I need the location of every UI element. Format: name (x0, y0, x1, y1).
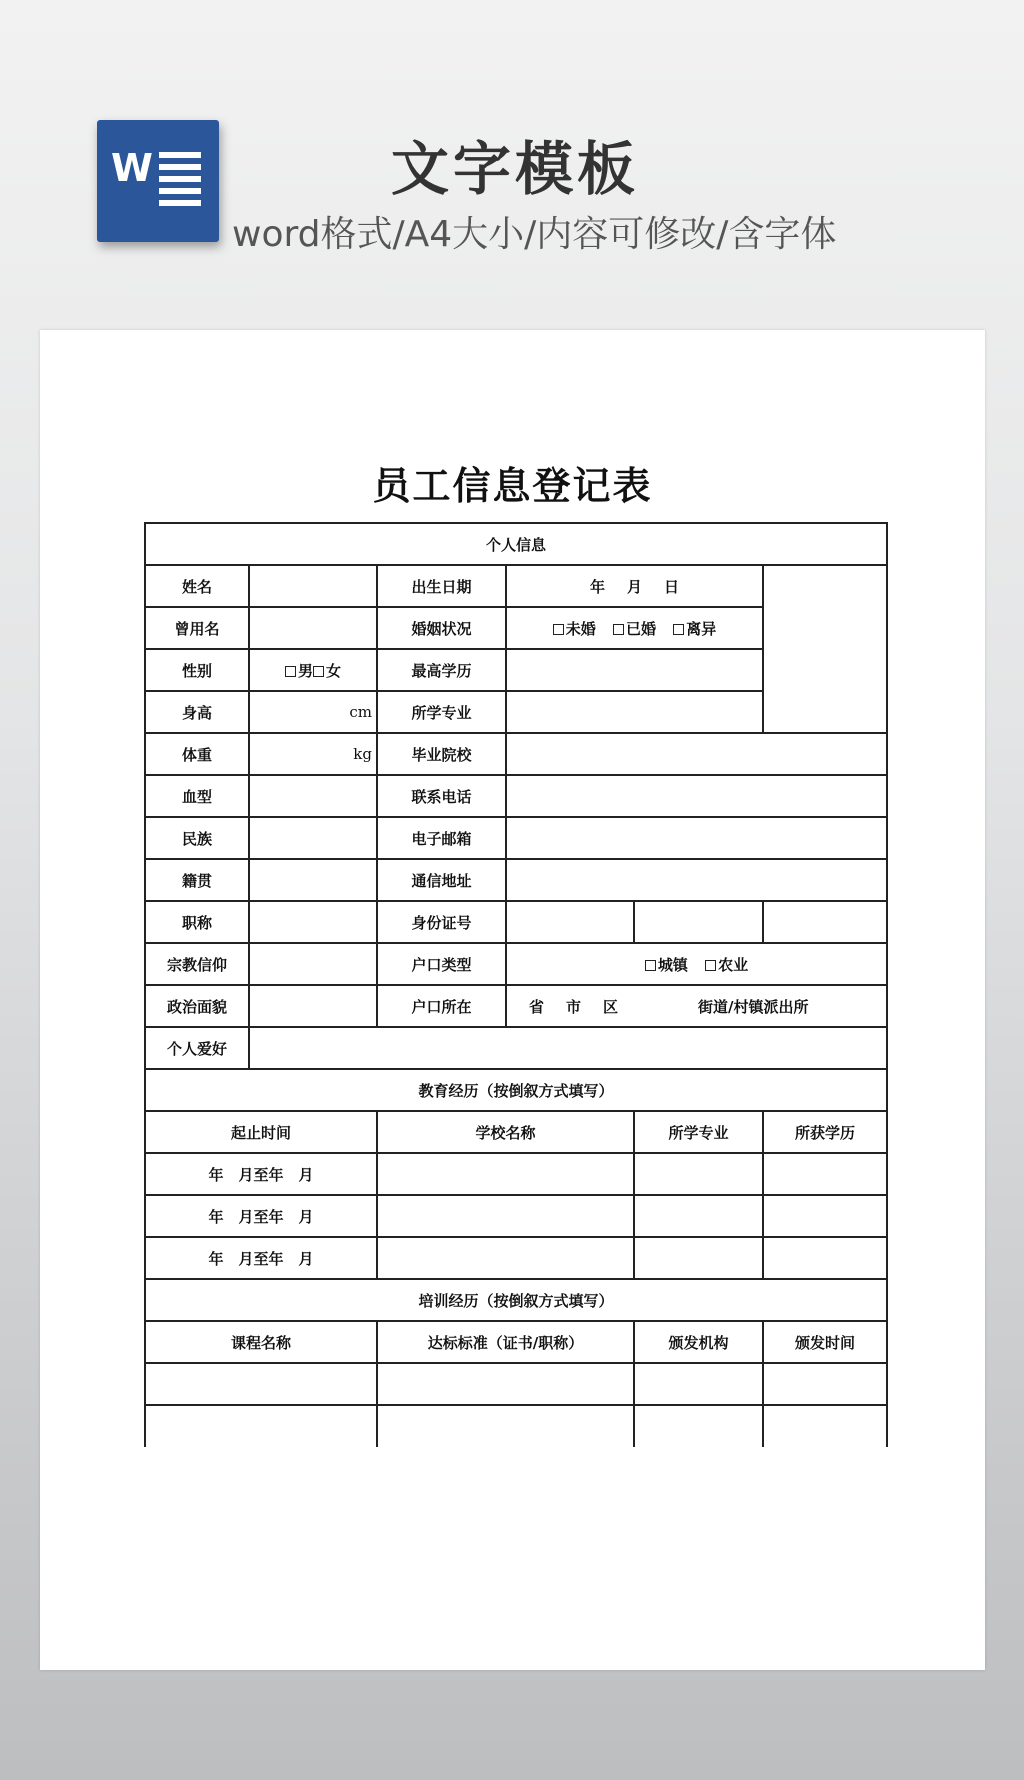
train-issuer[interactable] (634, 1363, 763, 1405)
label-native-place: 籍贯 (145, 859, 249, 901)
label-id-number: 身份证号 (377, 901, 506, 943)
label-weight: 体重 (145, 733, 249, 775)
edu-major[interactable] (634, 1237, 763, 1279)
edu-header-degree: 所获学历 (763, 1111, 887, 1153)
option-rural: 农业 (718, 955, 749, 974)
section-education: 教育经历（按倒叙方式填写） (145, 1069, 887, 1111)
label-height: 身高 (145, 691, 249, 733)
train-header-course: 课程名称 (145, 1321, 377, 1363)
option-unmarried: 未婚 (565, 619, 596, 638)
train-standard[interactable] (377, 1405, 634, 1447)
field-religion[interactable] (249, 943, 377, 985)
form-title: 员工信息登记表 (372, 463, 653, 508)
checkbox-male[interactable] (285, 666, 296, 677)
word-doc-icon (97, 120, 219, 242)
field-weight[interactable] (249, 733, 377, 775)
word-lines-icon (159, 152, 201, 208)
train-date[interactable] (763, 1363, 887, 1405)
field-id-number-2[interactable] (634, 901, 763, 943)
field-phone[interactable] (506, 775, 887, 817)
label-address: 通信地址 (377, 859, 506, 901)
field-former-name[interactable] (249, 607, 377, 649)
banner-subtitle: word格式/A4大小/内容可修改/含字体 (232, 214, 837, 255)
field-email[interactable] (506, 817, 887, 859)
train-date[interactable] (763, 1405, 887, 1447)
label-religion: 宗教信仰 (145, 943, 249, 985)
field-id-number-3[interactable] (763, 901, 887, 943)
edu-major[interactable] (634, 1153, 763, 1195)
document-page (40, 330, 985, 1670)
field-graduated-from[interactable] (506, 733, 887, 775)
label-major: 所学专业 (377, 691, 506, 733)
edu-school[interactable] (377, 1153, 634, 1195)
checkbox-rural[interactable] (705, 960, 716, 971)
day-text: 日 (664, 577, 680, 596)
field-marital-status (506, 607, 763, 649)
edu-period[interactable]: 年 月至年 月 (145, 1237, 377, 1279)
field-ethnicity[interactable] (249, 817, 377, 859)
label-hukou-location: 户口所在 (377, 985, 506, 1027)
edu-degree[interactable] (763, 1195, 887, 1237)
edu-degree[interactable] (763, 1153, 887, 1195)
checkbox-unmarried[interactable] (553, 624, 564, 635)
field-birth-date[interactable] (506, 565, 763, 607)
field-hukou-type (506, 943, 887, 985)
word-letter: W (111, 146, 153, 190)
month-text: 月 (626, 577, 642, 596)
field-address[interactable] (506, 859, 887, 901)
train-course[interactable] (145, 1405, 377, 1447)
height-unit: cm (349, 703, 372, 721)
edu-header-major: 所学专业 (634, 1111, 763, 1153)
field-gender (249, 649, 377, 691)
checkbox-married[interactable] (613, 624, 624, 635)
label-gender: 性别 (145, 649, 249, 691)
district-text: 区 (603, 997, 619, 1016)
label-hukou-type: 户口类型 (377, 943, 506, 985)
label-marital-status: 婚姻状况 (377, 607, 506, 649)
label-blood-type: 血型 (145, 775, 249, 817)
field-political-status[interactable] (249, 985, 377, 1027)
weight-unit: kg (353, 745, 372, 763)
edu-major[interactable] (634, 1195, 763, 1237)
label-political-status: 政治面貌 (145, 985, 249, 1027)
label-graduated-from: 毕业院校 (377, 733, 506, 775)
year-text: 年 (589, 577, 605, 596)
edu-period[interactable]: 年 月至年 月 (145, 1195, 377, 1237)
train-header-standard: 达标标准（证书/职称） (377, 1321, 634, 1363)
edu-degree[interactable] (763, 1237, 887, 1279)
label-birth-date: 出生日期 (377, 565, 506, 607)
label-hobbies: 个人爱好 (145, 1027, 249, 1069)
field-height[interactable] (249, 691, 377, 733)
option-male: 男 (297, 661, 313, 680)
field-name[interactable] (249, 565, 377, 607)
label-title: 职称 (145, 901, 249, 943)
train-header-date: 颁发时间 (763, 1321, 887, 1363)
option-female: 女 (326, 661, 342, 680)
label-ethnicity: 民族 (145, 817, 249, 859)
option-urban: 城镇 (657, 955, 688, 974)
police-station-text: 街道/村镇派出所 (698, 997, 809, 1016)
option-married: 已婚 (625, 619, 656, 638)
train-standard[interactable] (377, 1363, 634, 1405)
label-education-level: 最高学历 (377, 649, 506, 691)
train-course[interactable] (145, 1363, 377, 1405)
banner-title: 文字模板 (390, 135, 639, 203)
checkbox-divorced[interactable] (673, 624, 684, 635)
label-former-name: 曾用名 (145, 607, 249, 649)
field-id-number-1[interactable] (506, 901, 634, 943)
label-phone: 联系电话 (377, 775, 506, 817)
field-education-level[interactable] (506, 649, 763, 691)
section-training: 培训经历（按倒叙方式填写） (145, 1279, 887, 1321)
checkbox-female[interactable] (313, 666, 324, 677)
checkbox-urban[interactable] (645, 960, 656, 971)
field-blood-type[interactable] (249, 775, 377, 817)
field-title[interactable] (249, 901, 377, 943)
field-native-place[interactable] (249, 859, 377, 901)
label-email: 电子邮箱 (377, 817, 506, 859)
employee-info-table (144, 522, 888, 1447)
province-text: 省 (529, 997, 545, 1016)
option-divorced: 离异 (686, 619, 717, 638)
edu-school[interactable] (377, 1237, 634, 1279)
field-major[interactable] (506, 691, 763, 733)
edu-school[interactable] (377, 1195, 634, 1237)
edu-period[interactable]: 年 月至年 月 (145, 1153, 377, 1195)
train-issuer[interactable] (634, 1405, 763, 1447)
section-personal: 个人信息 (145, 523, 887, 565)
label-name: 姓名 (145, 565, 249, 607)
edu-header-period: 起止时间 (145, 1111, 377, 1153)
edu-header-school: 学校名称 (377, 1111, 634, 1153)
city-text: 市 (566, 997, 582, 1016)
train-header-issuer: 颁发机构 (634, 1321, 763, 1363)
photo-box[interactable] (763, 565, 887, 733)
field-hobbies[interactable] (249, 1027, 887, 1069)
field-hukou-location[interactable] (506, 985, 887, 1027)
